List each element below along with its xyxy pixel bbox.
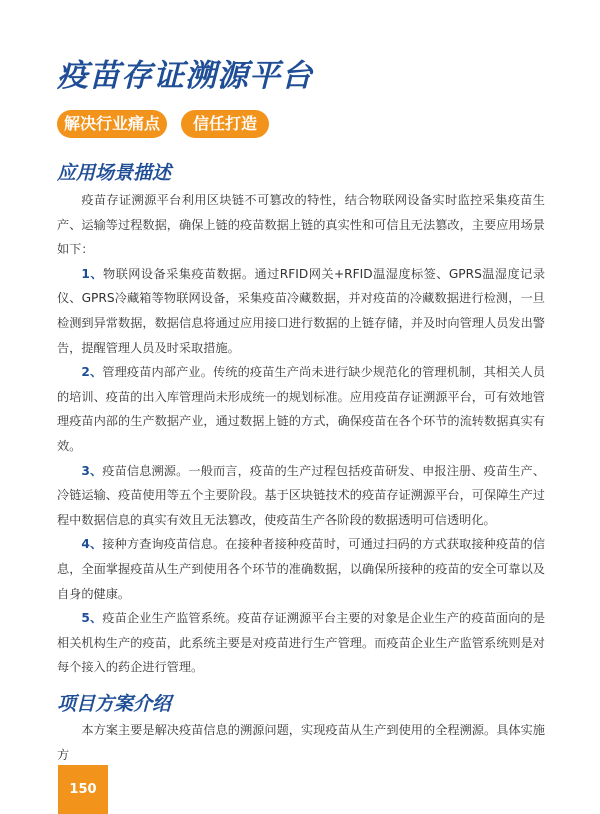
solution-body — [57, 718, 545, 767]
section-heading-scenarios: 应用场景描述 — [57, 162, 172, 184]
item-number: 1、 — [81, 266, 103, 281]
list-item — [57, 606, 545, 680]
section-heading-solution: 项目方案介绍 — [57, 693, 172, 715]
list-item — [57, 262, 545, 360]
page-title: 疫苗存证溯源平台 — [57, 58, 313, 94]
tag-pain-points: 解决行业痛点 — [57, 110, 167, 138]
item-text: 疫苗企业生产监管系统。疫苗存证溯源平台主要的对象是企业生产的疫苗面向的是相关机构生产的疫苗，此系统主要是对疫苗进行生产管理。而疫苗企业生产监管系统则是对每个接入的药企进行管理。 — [57, 611, 546, 675]
item-text: 管理疫苗内部产业。传统的疫苗生产尚未进行缺少规范化的管理机制，其相关人员的培训、疫苗的出入库管理尚未形成统一的规划标准。应用疫苗存证溯源平台，可有效地管理疫苗内部的生产数据产业，通过数据上链的方式，确保疫苗在各个环节的流转数据真实有效。 — [57, 365, 546, 453]
item-number: 4、 — [81, 537, 103, 552]
list-item — [57, 459, 545, 533]
item-number: 2、 — [81, 365, 103, 380]
intro-paragraph: 疫苗存证溯源平台利用区块链不可篡改的特性，结合物联网设备实时监控采集疫苗生产、运输等过程数据，确保上链的疫苗数据上链的真实性和可信且无法篡改，主要应用场景如下： — [57, 193, 545, 257]
page-number: 150 — [58, 765, 108, 814]
item-text: 疫苗信息溯源。一般而言，疫苗的生产过程包括疫苗研发、申报注册、疫苗生产、冷链运输、疫苗使用等五个主要阶段。基于区块链技术的疫苗存证溯源平台，可保障生产过程中数据信息的真实有效且无法篡改，使疫苗生产各阶段的数据透明可信透明化。 — [57, 463, 546, 527]
scenarios-body — [57, 188, 545, 680]
list-item — [57, 360, 545, 458]
tag-row — [57, 110, 269, 138]
item-text: 接种方查询疫苗信息。在接种者接种疫苗时，可通过扫码的方式获取接种疫苗的信息，全面掌握疫苗从生产到使用各个环节的准确数据，以确保所接种的疫苗的安全可靠以及自身的健康。 — [57, 537, 546, 601]
list-item — [57, 532, 545, 606]
tag-trust: 信任打造 — [181, 110, 269, 138]
item-text: 物联网设备采集疫苗数据。通过RFID网关+RFID温湿度标签、GPRS温湿度记录仪、GPRS冷藏箱等物联网设备，采集疫苗冷藏数据，并对疫苗的冷藏数据进行检测，一旦检测到异常数据，数据信息将通过应用接口进行数据的上链存储，并及时向管理人员发出警告，提醒管理人员及时采取措施。 — [57, 266, 546, 355]
item-number: 3、 — [81, 463, 103, 478]
item-number: 5、 — [81, 611, 103, 626]
solution-paragraph: 本方案主要是解决疫苗信息的溯源问题，实现疫苗从生产到使用的全程溯源。具体实施方 — [57, 723, 545, 762]
